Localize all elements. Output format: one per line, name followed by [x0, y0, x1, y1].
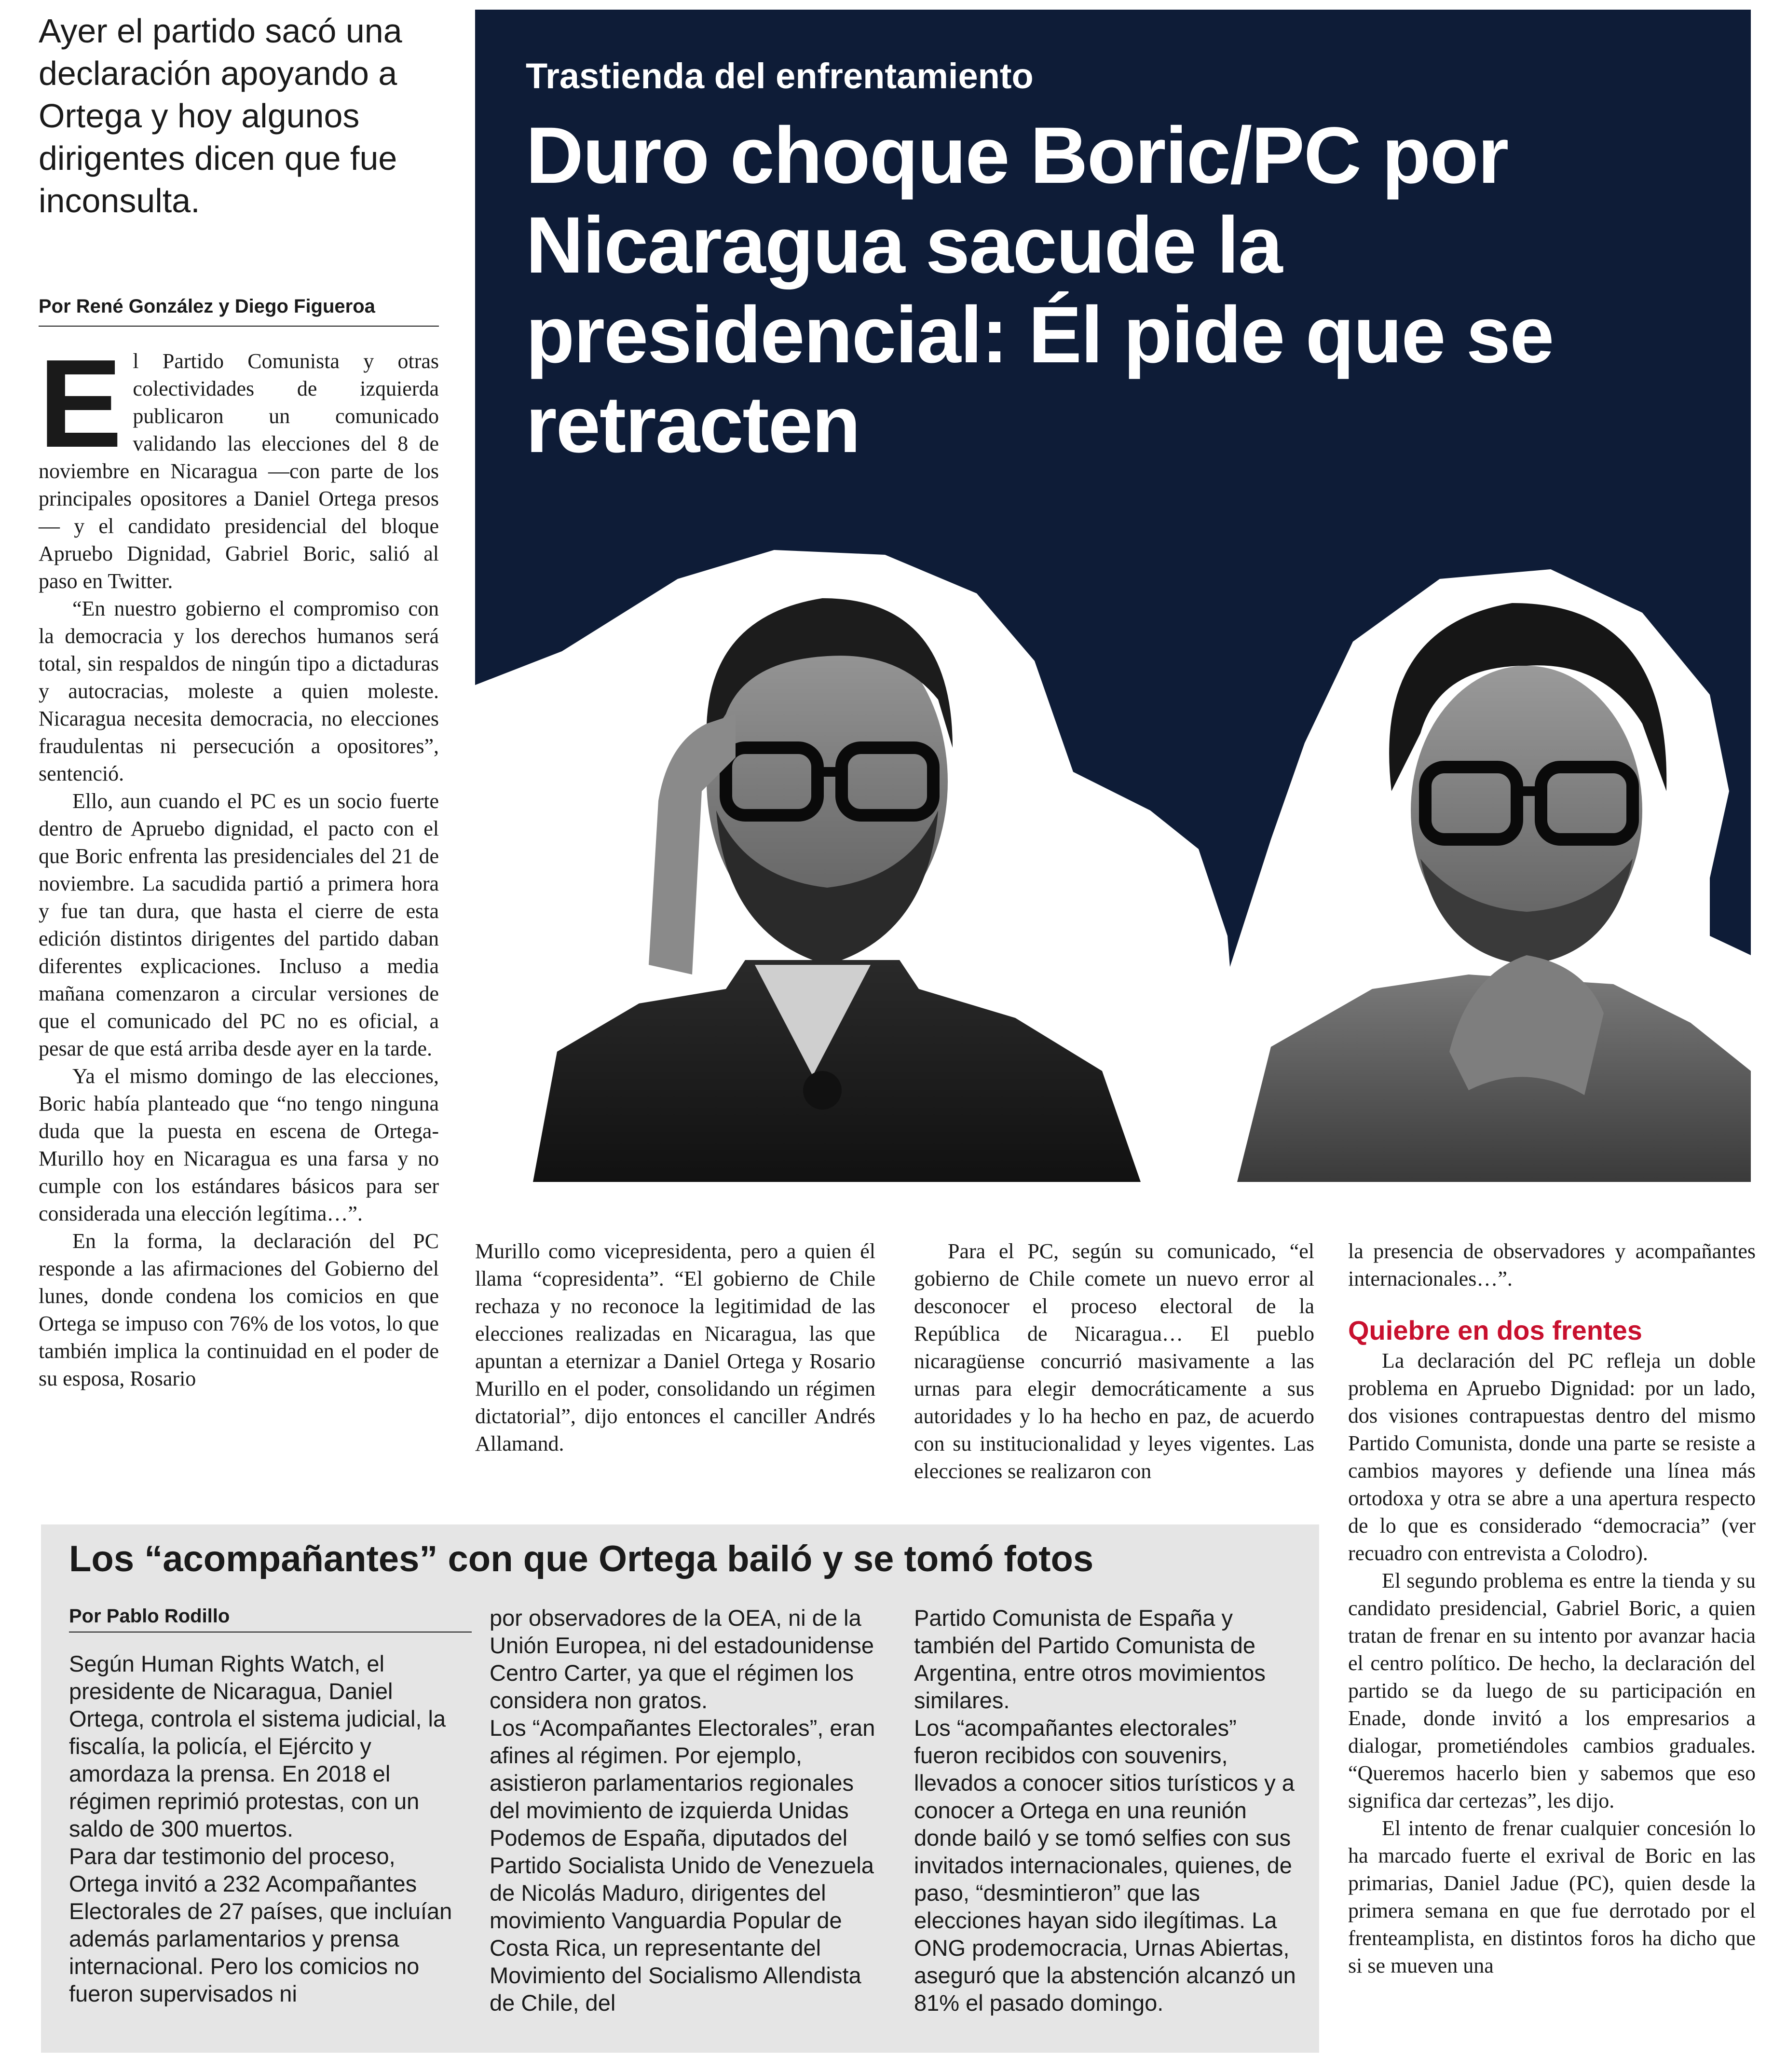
- col4-paragraph-3: El intento de frenar cualquier concesión lo ha marcado fuerte el exrival de Boric en las primarias, Daniel Jadue (PC), quien desde la primera semana en que fue derrotado por el frenteamplista, en distintos foros ha dicho que si se mueven una: [1348, 1816, 1756, 1977]
- hero-panel: [475, 10, 1751, 1182]
- sidebar-col3-paragraph-2: Los “acompañantes electorales” fueron recibidos con souvenirs, llevados a conocer sitios turísticos y a conocer a Ortega en una reunión donde bailó y se tomó selfies con sus invitados internacionales, quienes, de paso, “desmintieron” que las elecciones hayan sido ilegítimas. La ONG prodemocracia, Urnas Abiertas, aseguró que la abstención alcanzó un 81% el pasado domingo.: [914, 1715, 1296, 2016]
- col1-paragraph-1: El Partido Comunista y otras colectividades de izquierda publicaron un comunicado validando las elecciones del 8 de noviembre en Nicaragua —con parte de los principales opositores a Daniel Ortega presos— y el candidato presidencial del bloque Apruebo Dignidad, Gabriel Boric, salió al paso en Twitter.: [39, 334, 439, 593]
- sidebar-box: [41, 1524, 1319, 2053]
- sidebar-col3-paragraph-1: Partido Comunista de España y también del Partido Comunista de Argentina, entre otros movimientos similares.: [914, 1605, 1266, 1713]
- col4-intro: la presencia de observadores y acompañantes internacionales…”.: [1348, 1239, 1756, 1290]
- col1-paragraph-3: Ello, aun cuando el PC es un socio fuerte dentro de Apruebo dignidad, el pacto con el que Boric enfrenta las presidenciales del 21 de noviembre. La sacudida partió a primera hora y fue tan dura, que hasta el cierre de esta edición distintos dirigentes del partido daban diferentes explicaciones. Incluso a media mañana comenzaron a circular versiones de que el comunicado del PC no es oficial, a pesar de que está arriba desde ayer en la tarde.: [39, 789, 439, 1060]
- article-deck: Ayer el partido sacó una declaración apoyando a Ortega y hoy algunos dirigentes dicen que fue inconsulta.: [39, 12, 402, 220]
- col4-paragraph-2: El segundo problema es entre la tienda y su candidato presidencial, Gabriel Boric, a quien tratan de frenar en su intento por avanzar hacia el centro político. De hecho, la declaración del partido se da luego de su participación en Enade, donde invitó a los empresarios a dialogar, prometiéndoles cambios graduales. “Queremos hacerlo bien y sabemos que eso significa dar certezas”, les dijo.: [1348, 1569, 1756, 1812]
- col2-paragraph-1: Murillo como vicepresidenta, pero a quien él llama “copresidenta”. “El gobierno de Chile rechaza y no reconoce la legitimidad de las elecciones realizadas en Nicaragua, las que apuntan a eternizar a Daniel Ortega y Rosario Murillo en el poder, consolidando un régimen dictatorial”, dijo entonces el canciller Andrés Allamand.: [475, 1239, 875, 1455]
- sidebar-column-1: [69, 1650, 469, 2007]
- col4-paragraph-1: La declaración del PC refleja un doble problema en Apruebo Dignidad: por un lado, dos visiones contrapuestas dentro del mismo Partido Comunista, donde una parte se resiste a cambios mayores y defiende una línea más ortodoxa y otra se abre a una apertura respecto de lo que es considerado “democracia” (ver recuadro con entrevista a Colodro).: [1348, 1349, 1756, 1565]
- article-column-4: [1348, 1237, 1756, 1979]
- drop-cap: E: [39, 334, 123, 474]
- sidebar-col2-paragraph-1: por observadores de la OEA, ni de la Unión Europea, ni del estadounidense Centro Carter, ya que el régimen los considera non gratos.: [490, 1605, 874, 1713]
- sidebar-column-3: [914, 1604, 1300, 2017]
- sidebar-col1-paragraph-2: Para dar testimonio del proceso, Ortega invitó a 232 Acompañantes Electorales de 27 países, que incluían además parlamentarios y prensa internacional. Pero los comicios no fueron supervisados ni: [69, 1843, 452, 2006]
- col1-paragraph-4: Ya el mismo domingo de las elecciones, Boric había planteado que “no tengo ninguna duda que la puesta en escena de Ortega-Murillo hoy en Nicaragua es una farsa y no cumple con los estándares básicos para ser considerada una elección legítima…”.: [39, 1064, 439, 1225]
- col1-paragraph-5: En la forma, la declaración del PC responde a las afirmaciones del Gobierno del lunes, donde condena los comicios en que Ortega se impuso con 76% de los votos, lo que también implica la continuidad en el poder de su esposa, Rosario: [39, 1229, 439, 1390]
- col3-paragraph-1: Para el PC, según su comunicado, “el gobierno de Chile comete un nuevo error al desconocer el proceso electoral de la República de Nicaragua… El pueblo nicaragüense concurrió masivamente a las urnas para elegir democráticamente a sus autoridades y lo ha hecho en paz, de acuerdo con su institucionalidad y leyes vigentes. Las elecciones se realizaron con: [914, 1239, 1314, 1483]
- byline-rule: [39, 326, 439, 327]
- section-subhead: Quiebre en dos frentes: [1348, 1315, 1642, 1345]
- sidebar-col1-paragraph-1: Según Human Rights Watch, el presidente de Nicaragua, Daniel Ortega, controla el sistema judicial, la fiscalía, la policía, el Ejército y amordaza la prensa. En 2018 el régimen reprimió protestas, con un saldo de 300 muertos.: [69, 1651, 446, 1841]
- sidebar-byline: Por Pablo Rodillo: [69, 1605, 230, 1627]
- article-column-3: [914, 1237, 1314, 1485]
- article-byline: Por René González y Diego Figueroa: [39, 296, 375, 317]
- sidebar-title: Los “acompañantes” con que Ortega bailó y se tomó fotos: [69, 1538, 1094, 1579]
- photo-boric-jadue: [475, 540, 1751, 1182]
- sidebar-col2-paragraph-2: Los “Acompañantes Electorales”, eran afines al régimen. Por ejemplo, asistieron parlamentarios regionales del movimiento de izquierda Unidas Podemos de España, diputados del Partido Socialista Unido de Venezuela de Nicolás Maduro, dirigentes del movimiento Vanguardia Popular de Costa Rica, un representante del Movimiento del Socialismo Allendista de Chile, del: [490, 1715, 875, 2016]
- sidebar-column-2: [490, 1604, 890, 2017]
- article-column-1: [39, 334, 439, 1392]
- headline: Duro choque Boric/PC por Nicaragua sacude la presidencial: Él pide que se retracten: [526, 111, 1554, 469]
- sidebar-byline-rule: [69, 1632, 472, 1633]
- col1-paragraph-2: “En nuestro gobierno el compromiso con la democracia y los derechos humanos será total, sin respaldos de ningún tipo a dictaduras y autocracias, moleste a quien moleste. Nicaragua necesita democracia, no elecciones fraudulentas ni persecución a opositores”, sentenció.: [39, 597, 439, 785]
- headline-kicker: Trastienda del enfrentamiento: [526, 56, 1034, 96]
- article-column-2: [475, 1237, 875, 1457]
